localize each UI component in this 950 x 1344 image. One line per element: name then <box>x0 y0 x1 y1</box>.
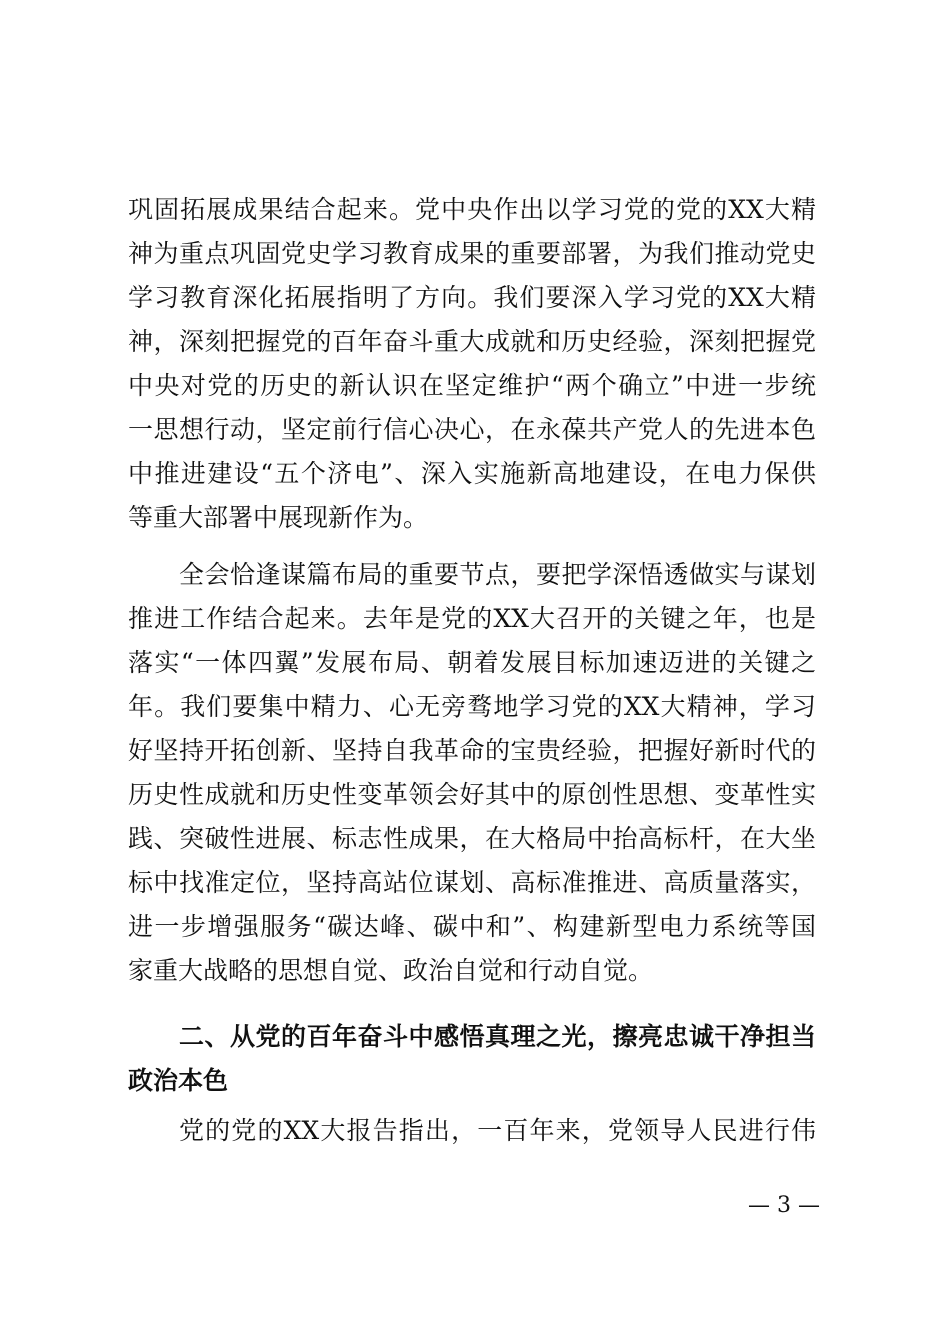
paragraph-1-line-1: 巩固拓展成果结合起来。党中央作出以学习党的党的XX大精 <box>128 195 816 224</box>
paragraph-1-line-4: 神，深刻把握党的百年奋斗重大成就和历史经验，深刻把握党 <box>128 327 816 356</box>
page-number: — 3 — <box>748 1193 820 1218</box>
paragraph-2-line-3: 落实“一体四翼”发展布局、朝着发展目标加速迈进的关键之 <box>128 648 816 677</box>
paragraph-2-line-9: 进一步增强服务“碳达峰、碳中和”、构建新型电力系统等国 <box>128 912 816 941</box>
paragraph-3-line-1: 党的党的XX大报告指出，一百年来，党领导人民进行伟 <box>179 1116 816 1145</box>
paragraph-2-line-6: 历史性成就和历史性变革领会好其中的原创性思想、变革性实 <box>128 780 816 809</box>
section-heading-line-1: 二、从党的百年奋斗中感悟真理之光，擦亮忠诚干净担当 <box>179 1022 816 1051</box>
paragraph-1-line-8: 等重大部署中展现新作为。 <box>128 503 429 532</box>
paragraph-2-line-8: 标中找准定位，坚持高站位谋划、高标准推进、高质量落实， <box>128 868 816 897</box>
paragraph-2-line-10: 家重大战略的思想自觉、政治自觉和行动自觉。 <box>128 956 654 985</box>
paragraph-2-line-4: 年。我们要集中精力、心无旁骛地学习党的XX大精神，学习 <box>128 692 816 721</box>
paragraph-1-line-6: 一思想行动，坚定前行信心决心，在永葆共产党人的先进本色 <box>128 415 816 444</box>
paragraph-2-line-7: 践、突破性进展、标志性成果，在大格局中抬高标杆，在大坐 <box>128 824 816 853</box>
section-heading-line-2: 政治本色 <box>128 1066 229 1095</box>
paragraph-2-line-1: 全会恰逢谋篇布局的重要节点，要把学深悟透做实与谋划 <box>179 560 816 589</box>
paragraph-2-line-2: 推进工作结合起来。去年是党的XX大召开的关键之年，也是 <box>128 604 816 633</box>
paragraph-1-line-5: 中央对党的历史的新认识在坚定维护“两个确立”中进一步统 <box>128 371 816 400</box>
paragraph-2-line-5: 好坚持开拓创新、坚持自我革命的宝贵经验，把握好新时代的 <box>128 736 816 765</box>
paragraph-1-line-7: 中推进建设“五个济电”、深入实施新高地建设，在电力保供 <box>128 459 816 488</box>
paragraph-1-line-2: 神为重点巩固党史学习教育成果的重要部署，为我们推动党史 <box>128 239 816 268</box>
paragraph-1-line-3: 学习教育深化拓展指明了方向。我们要深入学习党的XX大精 <box>128 283 816 312</box>
